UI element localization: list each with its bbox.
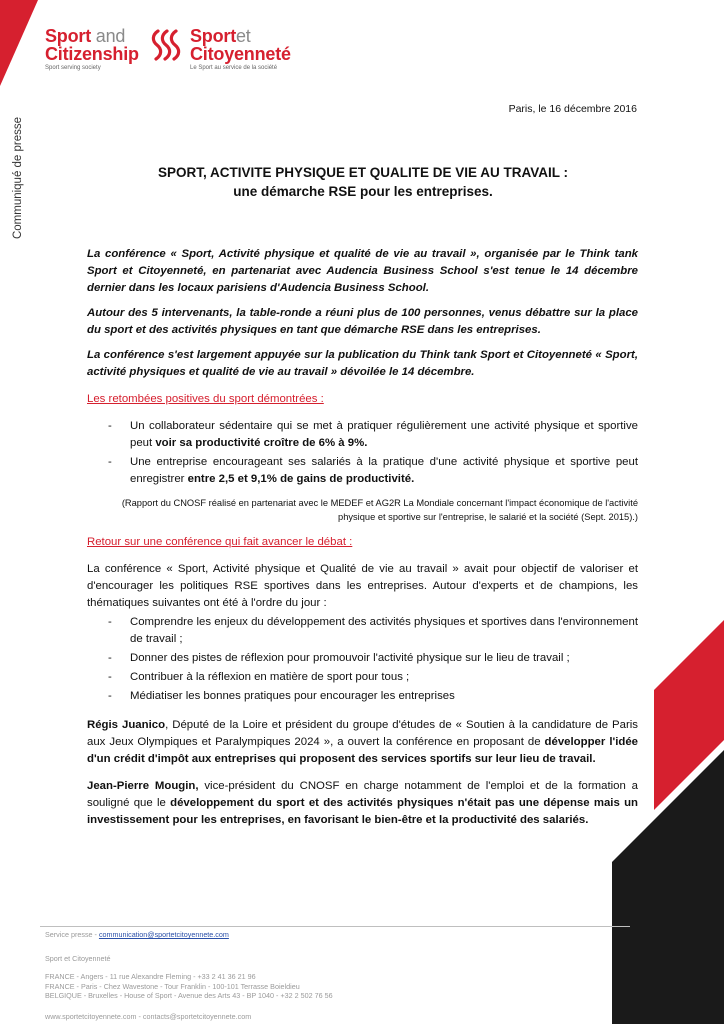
footer-web[interactable]: www.sportetcitoyennete.com - contacts@sportetcitoyennete.com (45, 1011, 252, 1021)
intro-paragraph-1: La conférence « Sport, Activité physique et qualité de vie au travail », organisée par le Think tank Sport et Citoyenneté, en partenariat avec Audencia Business School s'est tenue le 14 décembre dernier dans les locaux parisiens d'Audencia Business School. (87, 248, 638, 294)
logo-emblem-icon (149, 27, 183, 63)
logo-fr-sport: Sport (190, 26, 236, 46)
corner-red-decoration (0, 0, 38, 86)
paragraph-bold: développement du sport et des activités physiques n'était pas une dépense mais un investissement pour les entreprises, en favorisant le bien-être et la productivité des salariés. (87, 797, 638, 826)
section2-intro: La conférence « Sport, Activité physique et Qualité de vie au travail » avait pour objectif de valoriser et d'encourager les politiques RSE sportives dans les entreprises. Autour d'experts et de champions, les thématiques suivantes ont été à l'ordre du jour : (87, 563, 638, 609)
article-body (87, 246, 638, 837)
list-item (87, 650, 638, 667)
list-item-text: Contribuer à la réflexion en matière de sport pour tous ; (130, 671, 410, 683)
logo-en-tagline: Sport serving society (45, 65, 101, 71)
paragraph-text: vice-président du CNOSF en charge notamment de l'emploi et de la formation a souligné que le (87, 780, 638, 809)
footer (45, 930, 333, 1021)
title-line-1: SPORT, ACTIVITE PHYSIQUE ET QUALITE DE VIE AU TRAVAIL : (157, 165, 569, 180)
decorative-shapes (594, 580, 724, 1024)
mougin-paragraph (87, 778, 638, 829)
logo-english (45, 27, 139, 71)
footer-address-3: BELGIQUE - Bruxelles - House of Sport - Avenue des Arts 43 - BP 1040 - +32 2 502 76 56 (45, 991, 333, 1000)
section-heading-retombees: Les retombées positives du sport démontrées : (87, 393, 324, 405)
list-item-text: Donner des pistes de réflexion pour promouvoir l'activité physique sur le lieu de travail ; (130, 652, 570, 664)
source-note: (Rapport du CNOSF réalisé en partenariat avec le MEDEF et AG2R La Mondiale concernant l'impact économique de l'activité physique et sportive sur l'entreprise, le salarié et la société (Sept. 2015).) (121, 498, 638, 522)
bullet-dash: - (108, 652, 112, 664)
section-heading-debat: Retour sur une conférence qui fait avancer le débat : (87, 536, 353, 548)
page-title (90, 163, 636, 201)
footer-org: Sport et Citoyenneté (45, 953, 111, 963)
list-item (87, 614, 638, 648)
logo-en-and: and (91, 26, 126, 46)
juanico-paragraph (87, 717, 638, 768)
intro-paragraph-3: La conférence s'est largement appuyée sur la publication du Think tank Sport et Citoyenneté « Sport, activité physiques et qualité de vie au travail » dévoilée le 14 décembre. (87, 349, 638, 378)
paragraph-bold: développer l'idée d'un crédit d'impôt aux entreprises qui proposent des services sportifs sur leur lieu de travail. (87, 736, 638, 765)
list-item (87, 669, 638, 686)
bullet-dash: - (108, 420, 112, 432)
logo-fr-tagline: Le Sport au service de la société (190, 65, 278, 71)
list-item-text: Comprendre les enjeux du développement des activités physiques et sportives dans l'environnement de travail ; (130, 616, 638, 645)
speaker-name: Régis Juanico (87, 719, 166, 731)
press-label: Service presse - (45, 930, 99, 939)
paragraph-text: , Député de la Loire et président du groupe d'études de « Soutien à la candidature de Paris aux Jeux Olympiques et Paralympiques 2024 », a ouvert la conférence en proposant de (87, 719, 638, 748)
date: Paris, le 16 décembre 2016 (508, 103, 637, 115)
title-line-2: une démarche RSE pour les entreprises. (233, 184, 493, 199)
intro-paragraph-2: Autour des 5 intervenants, la table-ronde a réuni plus de 100 personnes, venus débattre sur la place du sport et des activités physiques en tant que démarche RSE dans les entreprises. (87, 307, 638, 336)
footer-address-2: FRANCE - Paris - Chez Wavestone - Tour Franklin - 100-101 Terrasse Boieldieu (45, 981, 300, 991)
logo-en-sport: Sport (45, 26, 91, 46)
list-item-text: Une entreprise encourageant ses salariés à la pratique d'une activité physique et sportive peut enregistrer (130, 456, 638, 485)
list-item-text: Un collaborateur sédentaire qui se met à pratiquer régulièrement une activité physique et sportive peut (130, 420, 638, 449)
footer-divider (40, 926, 630, 927)
themes-list (87, 614, 638, 705)
footer-addresses (45, 972, 333, 1001)
list-item-bold: entre 2,5 et 9,1% de gains de productivité. (187, 473, 415, 485)
speaker-name: Jean-Pierre Mougin, (87, 780, 199, 792)
list-item (87, 454, 638, 488)
side-label-text: Communiqué de presse (12, 116, 24, 240)
bullet-dash: - (108, 456, 112, 468)
bullet-dash: - (108, 616, 112, 628)
list-item (87, 688, 638, 705)
bullet-dash: - (108, 671, 112, 683)
press-contact (45, 930, 333, 940)
logo-fr-citoyennete: Citoyenneté (190, 44, 291, 64)
retombees-list (87, 418, 638, 488)
logo-en-citizenship: Citizenship (45, 44, 139, 64)
list-item (87, 418, 638, 452)
bullet-dash: - (108, 690, 112, 702)
list-item-bold: voir sa productivité croître de 6% à 9%. (155, 437, 368, 449)
side-label (8, 112, 30, 252)
logo-french (190, 27, 291, 71)
footer-address-1: FRANCE - Angers - 11 rue Alexandre Fleming - +33 2 41 36 21 96 (45, 972, 256, 981)
press-email-link[interactable]: communication@sportetcitoyennete.com (98, 930, 229, 939)
logo-fr-et: et (236, 26, 251, 46)
list-item-text: Médiatiser les bonnes pratiques pour encourager les entreprises (130, 690, 455, 702)
